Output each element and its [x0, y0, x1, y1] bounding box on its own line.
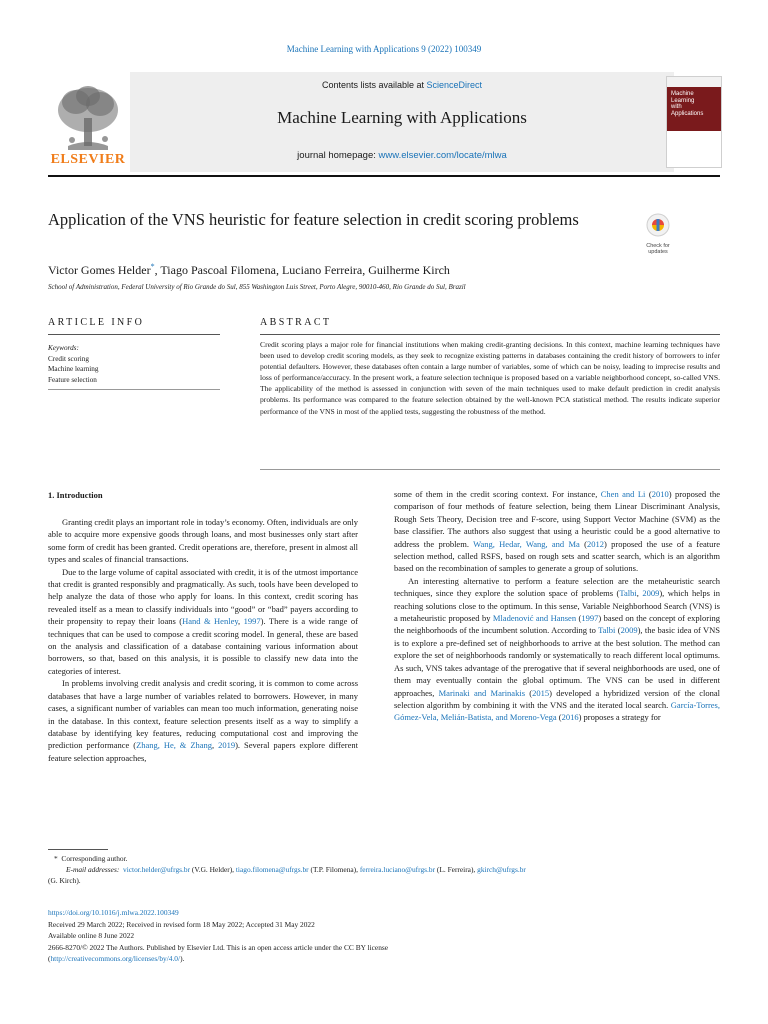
author-list	[48, 262, 450, 278]
abstract-text: Credit scoring plays a major role for financial institutions when making credit-granting decisions. In this context, machine learning techniques have been used to develop credit scoring models, as they seek to recognize existing patterns in databases containing the credit history of borrowers to infer potential defaulters. However, these databases often contain a large number of variables, some of which can be noisy, leading to imprecise results and loss of performance/accuracy. In the present work, a feature selection technique is proposed based on a variable neighborhood concept, so-called VNS. The applicability of the method is assessed in conjunction with seven of the main techniques used to make default prediction in credit analysis problems. Its performance was compared to the feature selection obtained by the well-known PCA statistical method. The results indicate superior performance of the VNS in most of the applied tests, suggesting the robustness of the method.	[260, 340, 720, 416]
citation-link[interactable]: Hand & Henley	[182, 616, 239, 627]
footnotes	[48, 853, 720, 886]
keywords-block	[48, 343, 99, 385]
citation-link[interactable]: Mladenović and Hansen	[492, 613, 577, 624]
email-link[interactable]: tiago.filomena@ufrgs.br	[235, 865, 309, 874]
abstract-heading: ABSTRACT	[260, 317, 332, 328]
cover-title-line: Applications	[671, 110, 704, 117]
author-separator: ,	[362, 263, 369, 277]
citation-year-link[interactable]: 2015	[532, 687, 550, 698]
masthead-rule	[48, 175, 720, 177]
crossmark-label-2: updates	[648, 249, 668, 256]
author-name: Victor Gomes Helder	[48, 263, 151, 277]
citation-link[interactable]: Zhang, He, & Zhang	[136, 740, 213, 751]
citation-year-link[interactable]: 1997	[243, 616, 261, 627]
homepage-prefix: journal homepage:	[297, 150, 379, 161]
citation-link[interactable]: Marinaki and Marinakis	[438, 687, 526, 698]
email-label: E-mail addresses:	[66, 865, 120, 874]
journal-name: Machine Learning with Applications	[277, 108, 527, 127]
cover-title-line: Machine	[671, 91, 694, 97]
article-title: Application of the VNS heuristic for feature selection in credit scoring problems	[48, 210, 579, 229]
paragraph: An interesting alternative to perform a feature selection are the metaheuristic search techniques, since they explore the solution space of problems (Talbi, 2009), which helps in reaching solutions close to the optimum. In this sense, Variable Neighborhood Search (VNS) is a metaheuristic proposed by Mladenović and Hansen (1997) based on the concept of exploring the neighborhoods of the incumbent solution. According to Talbi (2009), the basic idea of VNS is to explore a pre-defined set of neighborhoods to arrive at the best solution. The method can explore the set of neighborhoods randomly or systematically to reach different local optimums. As such, VNS takes advantage of the prerogative that if several neighborhoods are used, one of them may eventually contain the global optimum. The VNS can be used in different approaches, Marinaki and Marinakis (2015) developed a hybridized version of the clonal selection algorithm by combining it with the VNS and the iterated local search. García-Torres, Gómez-Vela, Melián-Batista, and Moreno-Vega (2016) proposes a strategy for	[394, 575, 720, 723]
body-column-left	[48, 516, 358, 764]
cover-title	[671, 91, 719, 117]
contents-line	[130, 80, 674, 90]
publisher-wordmark: ELSEVIER	[50, 152, 126, 167]
email-footnote-tail: (G. Kirch).	[48, 876, 81, 885]
author-name: Guilherme Kirch	[368, 263, 450, 277]
journal-masthead	[48, 72, 720, 172]
doi-link[interactable]: https://doi.org/10.1016/j.mlwa.2022.100349	[48, 908, 179, 917]
sciencedirect-link[interactable]: ScienceDirect	[426, 80, 483, 90]
citation-year-link[interactable]: 2010	[651, 489, 669, 499]
corresponding-footnote: * Corresponding author.	[54, 854, 128, 863]
paragraph: some of them in the credit scoring context. For instance, Chen and Li (2010) proposed the comparison of four methods of feature selection, being them Linear Discriminant Analysis, Rough Sets Theory, Decision tree and F-score, using Support Vector Machine (SVM) as the base classifier. The authors also suggest that using a heuristic could be a good alternative to address the problem. Wang, Hedar, Wang, and Ma (2012) proposed the use of a feature selection method, called RSFS, based on rough sets and scatter search, which is an algorithm based on the recombination of samples to generate a group of solutions.	[394, 489, 720, 574]
corresponding-author-mark[interactable]: *	[150, 262, 155, 271]
author-separator: ,	[154, 263, 161, 277]
crossmark-label-1: Check for	[646, 243, 670, 249]
citation-year-link[interactable]: 2009	[642, 588, 660, 599]
cover-header-strip	[667, 77, 721, 87]
license-link[interactable]: http://creativecommons.org/licenses/by/4.0/	[50, 954, 181, 964]
article-info-heading: ARTICLE INFO	[48, 317, 145, 328]
keyword-item: Credit scoring	[48, 354, 89, 363]
email-link[interactable]: victor.helder@ufrgs.br	[123, 865, 191, 874]
abstract-bottom-rule	[260, 469, 720, 470]
article-info-rule	[48, 334, 220, 335]
homepage-link[interactable]: www.elsevier.com/locate/mlwa	[378, 150, 507, 161]
citation-link[interactable]: Chen and Li	[600, 489, 646, 499]
homepage-line	[130, 150, 674, 161]
author-separator: ,	[275, 263, 282, 277]
paragraph: In problems involving credit analysis and credit scoring, it is common to come across databases that have a large number of variables related to borrowers. However, in many cases, a significant number of variables can mean too much information, generating noise in the database. In this context, feature selection presents itself as a way to simplify a database by identifying key features, reducing computational cost and improving the prediction performance (Zhang, He, & Zhang, 2019). Several papers explore different feature selection approaches,	[48, 678, 358, 763]
article-footer	[48, 907, 720, 965]
paragraph: Granting credit plays an important role in today’s economy. Often, individuals are only able to acquire more expensive goods through loans, and most businesses only start after some form of credit has been granted. Credit operations are, therefore, present in almost all types and scales of financial transactions.	[48, 517, 358, 565]
abstract-rule	[260, 334, 720, 335]
email-link[interactable]: ferreira.luciano@ufrgs.br	[359, 865, 436, 874]
keyword-item: Feature selection	[48, 375, 97, 384]
citation-year-link[interactable]: 2009	[620, 625, 638, 636]
license-link-line: (http://creativecommons.org/licenses/by/4.0/).	[48, 954, 185, 964]
citation-year-link[interactable]: 2012	[586, 538, 604, 549]
citation-link[interactable]: Talbi	[598, 625, 616, 636]
keywords-label: Keywords:	[48, 344, 79, 352]
masthead-banner	[130, 72, 674, 172]
email-link[interactable]: gkirch@ufrgs.br	[477, 865, 526, 874]
received-dates: Received 29 March 2022; Received in revised form 18 May 2022; Accepted 31 May 2022	[48, 919, 315, 929]
footnote-rule	[48, 849, 108, 850]
author-affiliation: School of Administration, Federal University of Rio Grande do Sul, 855 Washington Luis Street, Porto Alegre, 90010-460, Rio Grande do Sul, Brazil	[48, 283, 466, 291]
keywords-rule	[48, 389, 220, 390]
section-heading-introduction: 1. Introduction	[48, 490, 103, 500]
keyword-item: Machine learning	[48, 365, 99, 374]
author-name: Luciano Ferreira	[281, 263, 363, 277]
journal-cover-thumbnail	[666, 76, 722, 168]
author-name: Tiago Pascoal Filomena	[160, 263, 276, 277]
citation-link[interactable]: Talbi	[619, 588, 637, 599]
crossmark-icon	[640, 212, 676, 238]
available-online: Available online 8 June 2022	[48, 931, 135, 941]
citation-link[interactable]: García-Torres, Gómez-Vela, Melián-Batista, and Moreno-Vega	[394, 699, 720, 723]
citation-year-link[interactable]: 2019	[218, 740, 236, 751]
paragraph: Due to the large volume of capital associated with credit, it is of the utmost importance that credit is granted responsibly and pragmatically. As such, tools have been developed to help analyze the data of those who apply for loans. In this context, credit scoring has revealed itself as a mean to classify individuals into “good” or “bad” payers according to their propensity to repay their loans (Hand & Henley, 1997). There is a wide range of techniques that can be used to compose a credit scoring model. In general, these are based on the analysis and classification of a database containing various information about borrowers, so that, based on this analysis, it is possible to classify new data into the categories of interest.	[48, 566, 358, 676]
email-footnote: E-mail addresses: victor.helder@ufrgs.br (V.G. Helder), tiago.filomena@ufrgs.br (T.P. Filomena), ferreira.luciano@ufrgs.br (L. Ferreira), gkirch@ufrgs.br	[66, 865, 526, 874]
running-head[interactable]: Machine Learning with Applications 9 (2022) 100349	[286, 44, 482, 54]
contents-prefix: Contents lists available at	[321, 80, 427, 90]
license-statement: 2666-8270/© 2022 The Authors. Published by Elsevier Ltd. This is an open access article under the CC BY license	[48, 942, 389, 952]
citation-year-link[interactable]: 2016	[561, 712, 579, 723]
body-column-right	[394, 488, 720, 724]
cover-title-line: with	[671, 104, 682, 111]
citation-link[interactable]: Wang, Hedar, Wang, and Ma	[473, 538, 580, 549]
cover-title-line: Learning	[671, 97, 695, 104]
citation-year-link[interactable]: 1997	[581, 613, 599, 624]
crossmark-badge[interactable]	[640, 212, 676, 256]
